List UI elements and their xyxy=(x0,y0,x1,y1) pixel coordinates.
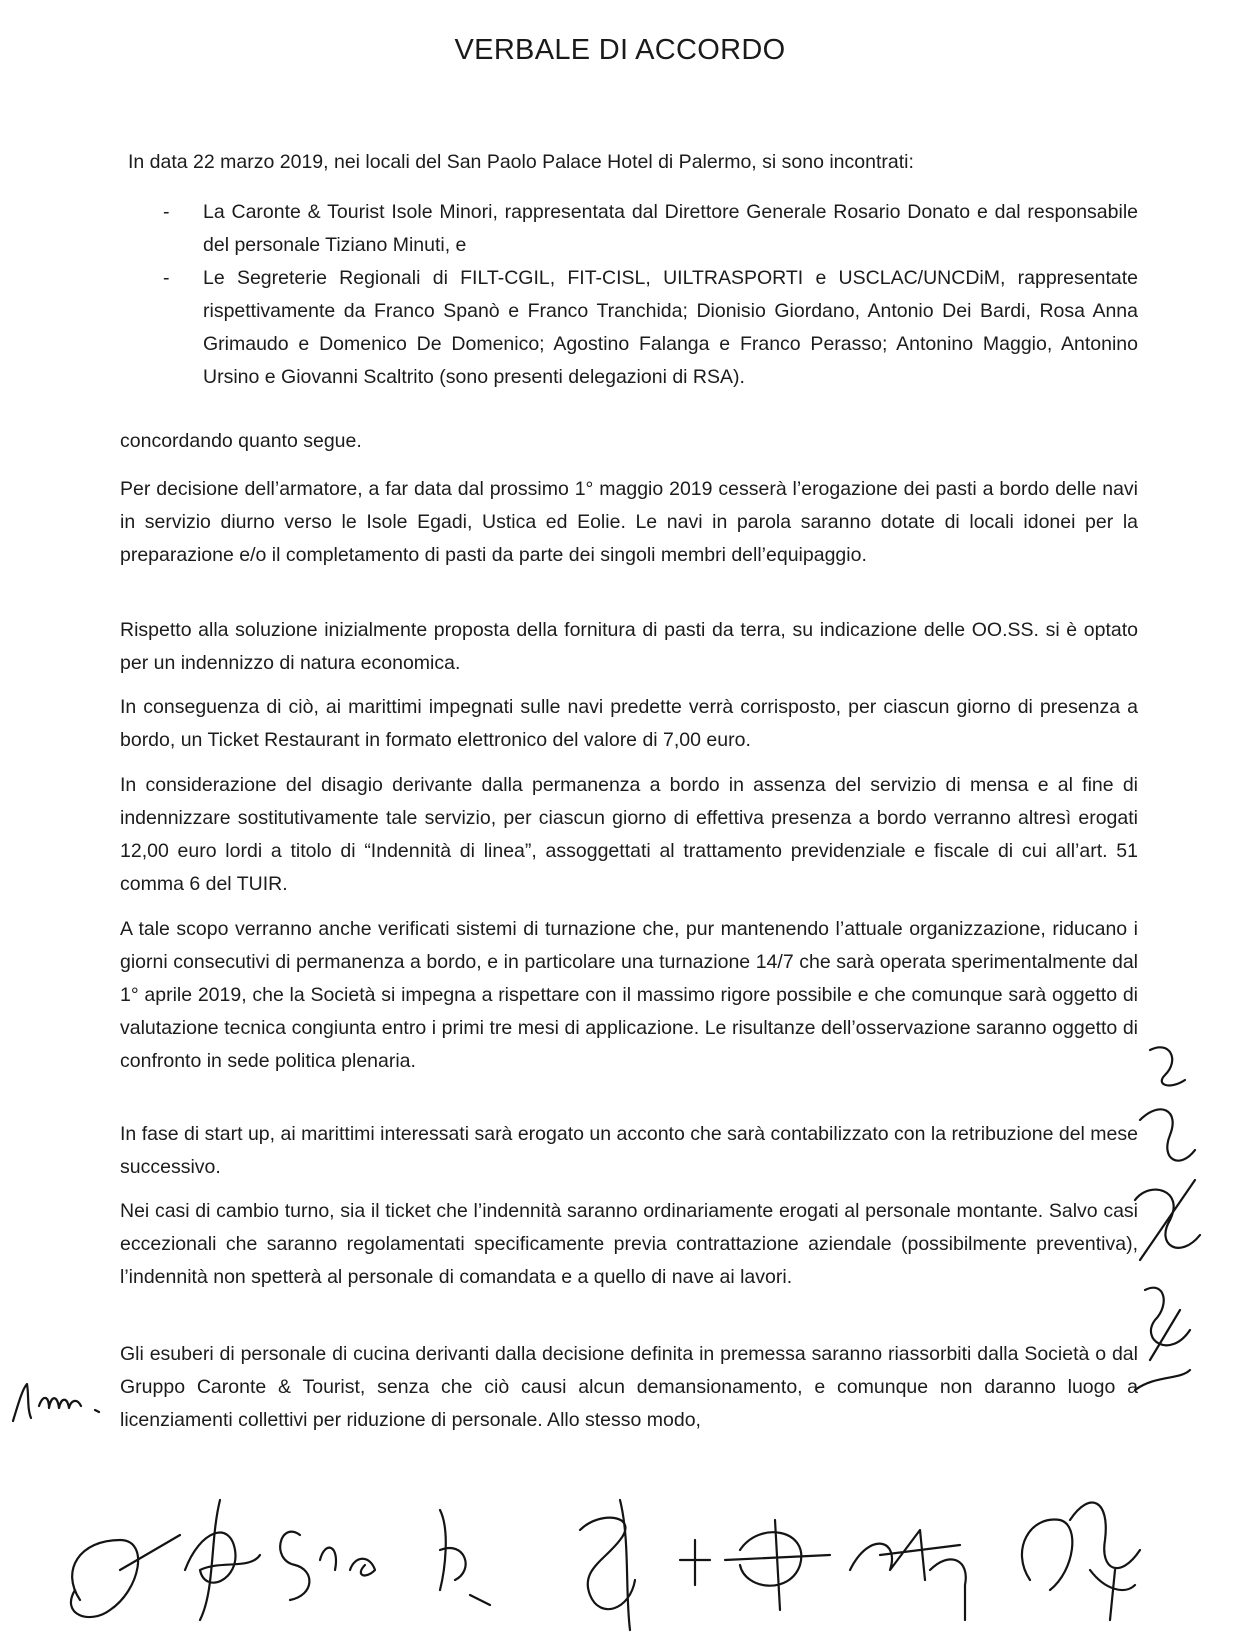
paragraph-ticket-restaurant: In conseguenza di ciò, ai marittimi impegnati sulle navi predette verrà corrisposto, per ciascun giorno di presenza a bordo, un Ticket Restaurant in formato elettronico del valore di 7,00 euro. xyxy=(120,696,1138,751)
party-item-company xyxy=(163,196,1138,262)
party-bullet: - xyxy=(163,201,170,223)
party-text: Le Segreterie Regionali di FILT-CGIL, FIT-CISL, UILTRASPORTI e USCLAC/UNCDiM, rappresentate rispettivamente da Franco Spanò e Franco Tranchida; Dionisio Giordano, Antonio Dei Bardi, Rosa Anna Grimaudo e Domenico De Domenico; Agostino Falanga e Franco Perasso; Antonino Maggio, Antonino Ursino e Giovanni Scaltrito (sono presenti delegazioni di RSA). xyxy=(203,267,1138,388)
paragraph-start-up-advance: In fase di start up, ai marittimi interessati sarà erogato un acconto che sarà contabilizzato con la retribuzione del mese successivo. xyxy=(120,1123,1138,1178)
paragraph-shift-change: Nei casi di cambio turno, sia il ticket che l’indennità saranno ordinariamente erogati al personale montante. Salvo casi eccezionali che saranno regolamentati specificamente previa contrattazione aziendale (possibilmente preventiva), l’indennità non spetterà al personale di comandata e a quello di nave ai lavori. xyxy=(120,1200,1138,1288)
margin-signature-left xyxy=(5,1376,115,1426)
margin-signature-right xyxy=(1110,1030,1220,1410)
intro-paragraph: In data 22 marzo 2019, nei locali del San Paolo Palace Hotel di Palermo, si sono incontrati: xyxy=(128,151,914,173)
paragraph-shift-rotation: A tale scopo verranno anche verificati sistemi di turnazione che, pur mantenendo l’attuale organizzazione, riducano i giorni consecutivi di permanenza a bordo, e in particolare una turnazione 14/7 che sarà operata sperimentalmente dal 1° aprile 2019, che la Società si impegna a rispettare con il massimo rigore possibile e che comunque sarà oggetto di valutazione tecnica congiunta entro i primi tre mesi di applicazione. Le risultanze dell’osservazione saranno oggetto di confronto in sede politica plenaria. xyxy=(120,918,1138,1072)
party-item-unions xyxy=(163,262,1138,394)
party-text: La Caronte & Tourist Isole Minori, rappresentata dal Direttore Generale Rosario Donato e dal responsabile del personale Tiziano Minuti, e xyxy=(203,201,1138,256)
paragraph-kitchen-staff: Gli esuberi di personale di cucina derivanti dalla decisione definita in premessa saranno riassorbiti dalla Società o dal Gruppo Caronte & Tourist, senza che ciò causi alcun demansionamento, e comunque non daranno luogo a licenziamenti collettivi per riduzione di personale. Allo stesso modo, xyxy=(120,1343,1138,1431)
paragraph-agreement-intro: concordando quanto segue. xyxy=(120,430,362,452)
document-title: VERBALE DI ACCORDO xyxy=(454,34,786,66)
bottom-signatures xyxy=(20,1420,1220,1635)
paragraph-meals-cessation: Per decisione dell’armatore, a far data dal prossimo 1° maggio 2019 cesserà l’erogazione dei pasti a bordo delle navi in servizio diurno verso le Isole Egadi, Ustica ed Eolie. Le navi in parola saranno dotate di locali idonei per la preparazione e/o il completamento di pasti da parte dei singoli membri dell’equipaggio. xyxy=(120,478,1138,566)
paragraph-economic-compensation: Rispetto alla soluzione inizialmente proposta della fornitura di pasti da terra, su indicazione delle OO.SS. si è optato per un indennizzo di natura economica. xyxy=(120,619,1138,674)
party-bullet: - xyxy=(163,267,170,289)
paragraph-line-allowance: In considerazione del disagio derivante dalla permanenza a bordo in assenza del servizio di mensa e al fine di indennizzare sostitutivamente tale servizio, per ciascun giorno di effettiva presenza a bordo verranno altresì erogati 12,00 euro lordi a titolo di “Indennità di linea”, assoggettati al trattamento previdenziale e fiscale di cui all’art. 51 comma 6 del TUIR. xyxy=(120,774,1138,895)
